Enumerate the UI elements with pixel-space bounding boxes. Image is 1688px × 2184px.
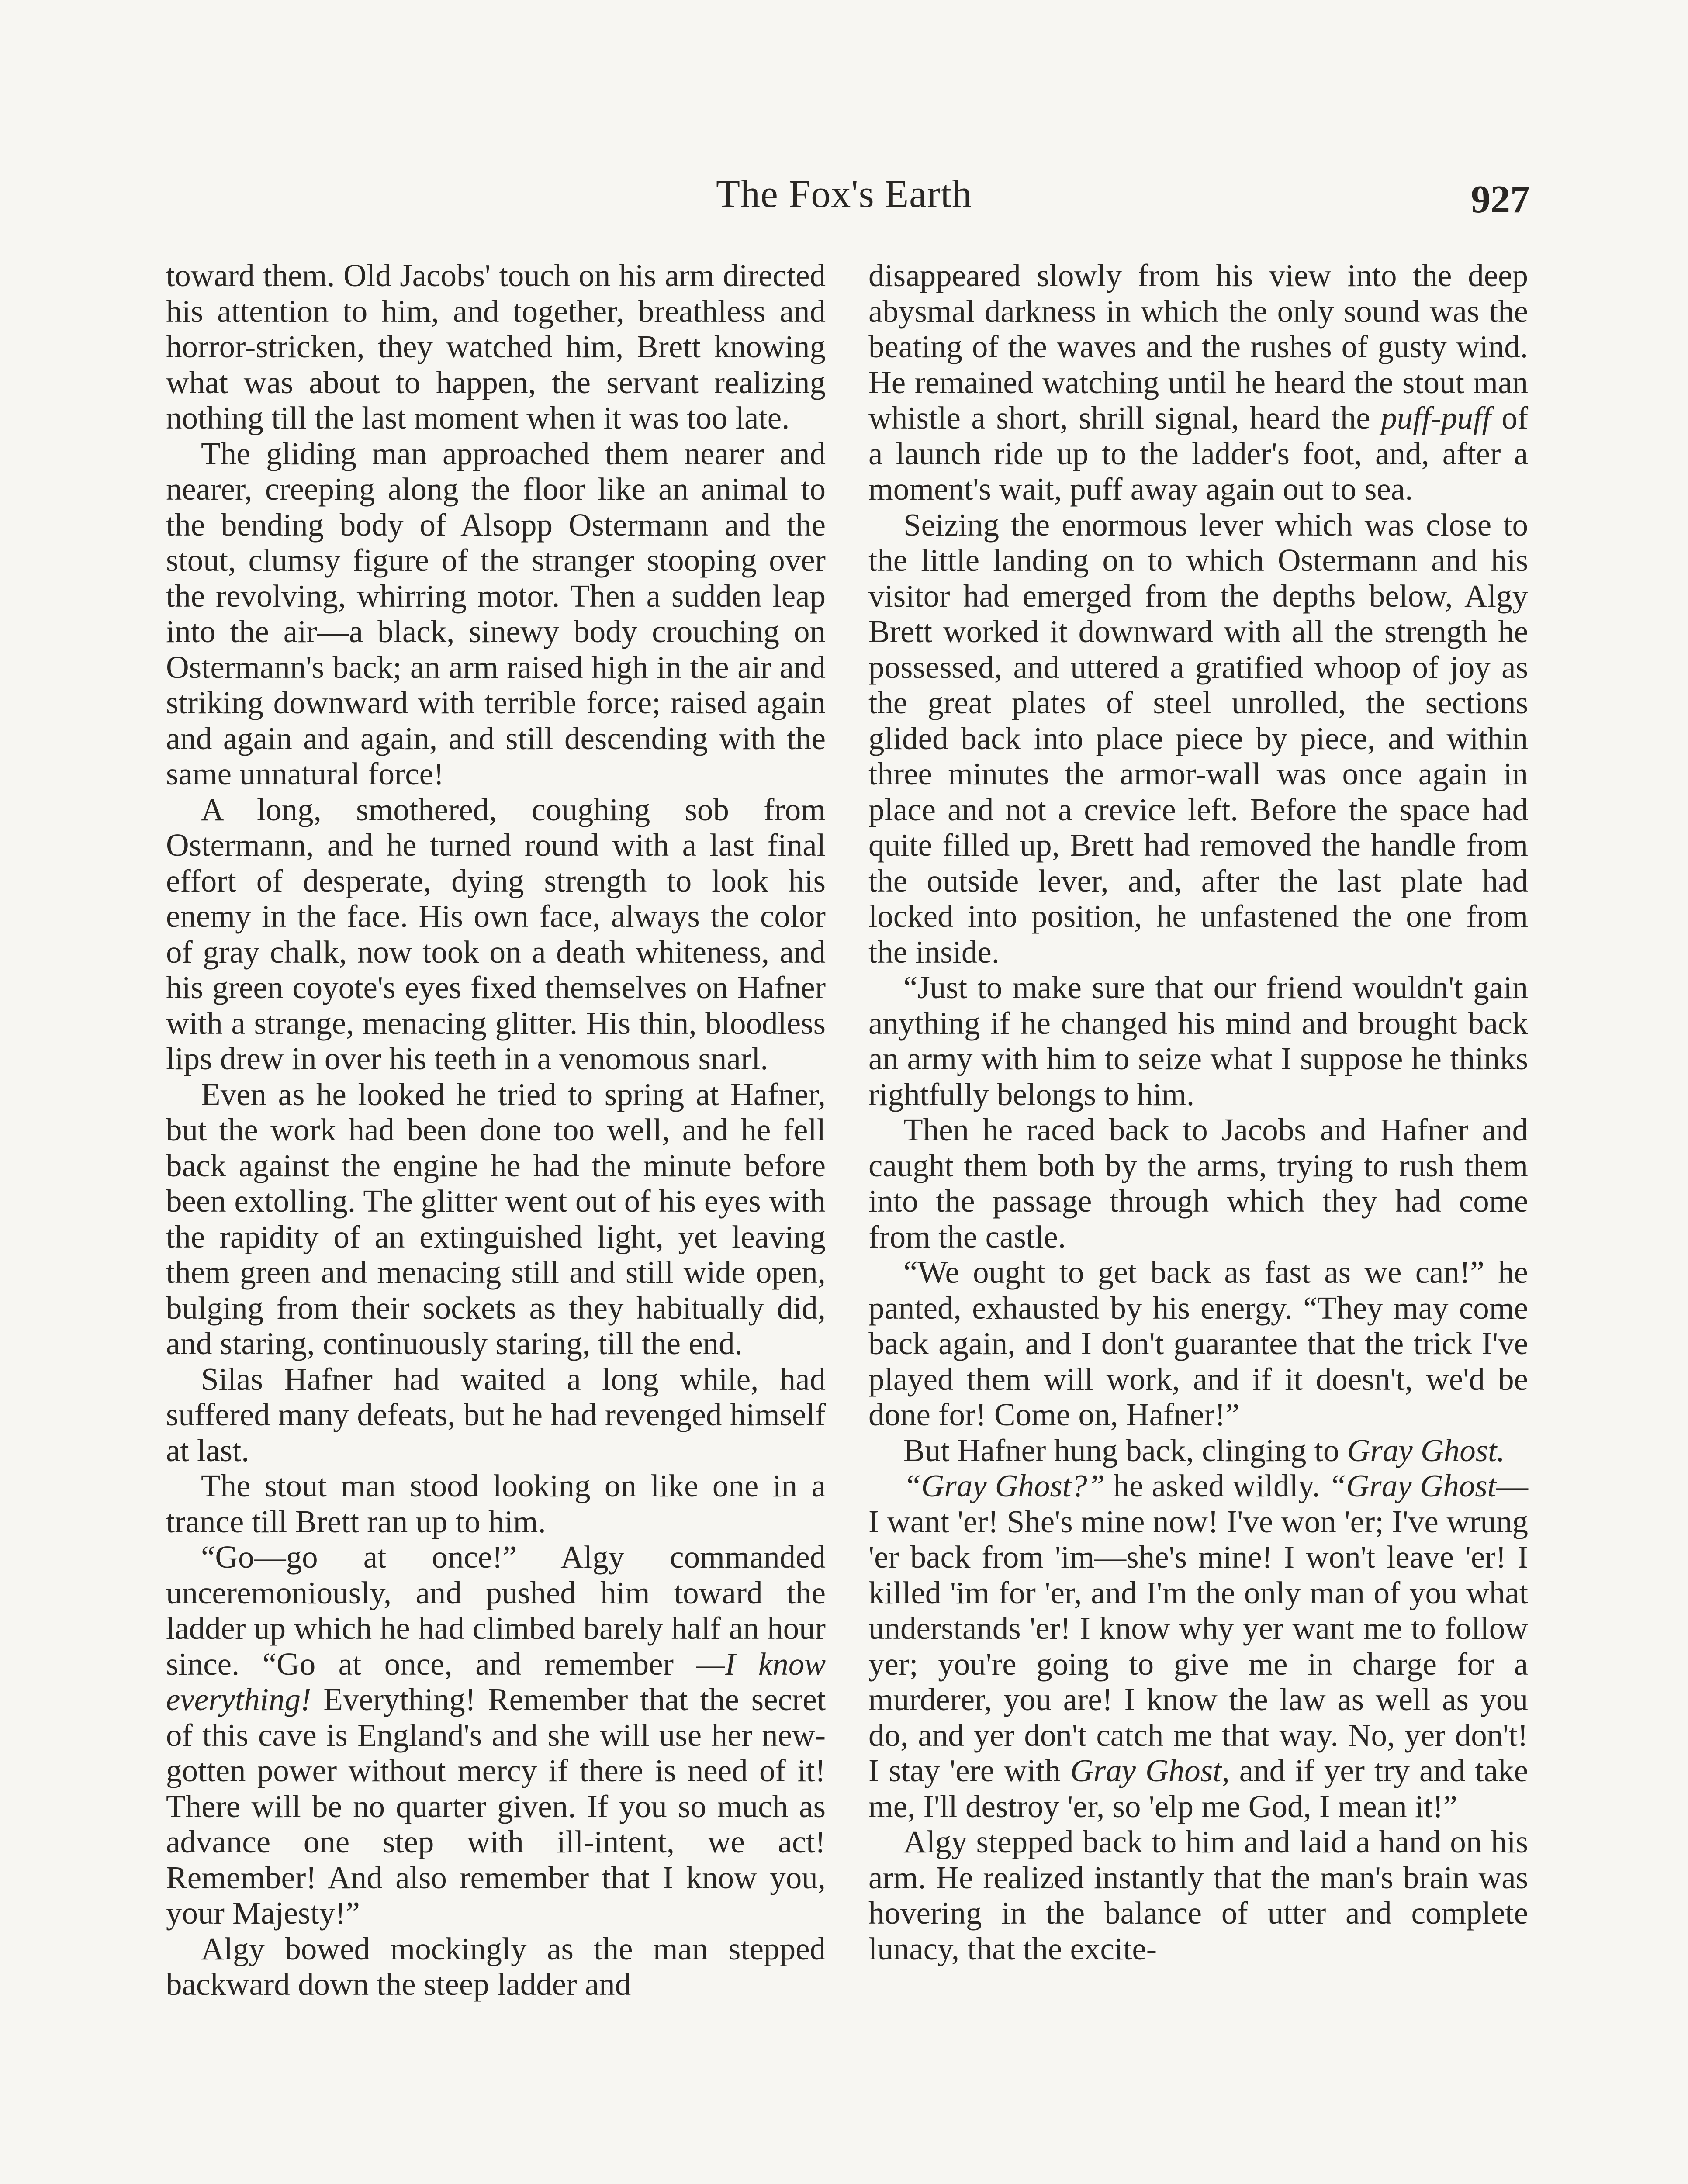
right-column [868,258,1528,1966]
text-run: “Go—go at once!” Algy commanded unceremoniously, and pushed him toward the ladder up which he had climbed barely half an hour since. “Go at once, and remember [166,1539,826,1682]
paragraph: Then he raced back to Jacobs and Hafner and caught them both by the arms, trying to rush them into the passage through which they had come from the castle. [868,1112,1528,1254]
paragraph: Seizing the enormous lever which was close to the little landing on to which Ostermann and his visitor had emerged from the depths below, Algy Brett worked it downward with all the strength he possessed, and uttered a gratified whoop of joy as the great plates of steel unrolled, the sections glided back into place piece by piece, and within three minutes the armor-wall was once again in place and not a crevice left. Before the space had quite filled up, Brett had removed the handle from the outside lever, and, after the last plate had locked into position, he unfastened the one from the inside. [868,507,1528,970]
italic-run: Gray Ghost [1070,1753,1222,1788]
paragraph [868,1433,1528,1469]
italic-run: —I know everything! [166,1646,826,1717]
italic-run: puff-puff [1381,400,1491,435]
paragraph: Algy bowed mockingly as the man stepped backward down the steep ladder and [166,1931,826,2002]
paragraph [868,1468,1528,1824]
paragraph: A long, smothered, coughing sob from Ostermann, and he turned round with a last final effort of desperate, dying strength to look his enemy in the face. His own face, always the color of gray chalk, now took on a death whiteness, and his green coyote's eyes fixed themselves on Hafner with a strange, menacing glitter. His thin, bloodless lips drew in over his teeth in a venomous snarl. [166,791,826,1076]
paragraph: Algy stepped back to him and laid a hand on his arm. He realized instantly that the man's brain was hovering in the balance of utter and complete lunacy, that the excite- [868,1824,1528,1966]
text-run: , and if yer try and take me, I'll destroy 'er, so 'elp me God, I mean it!” [868,1753,1529,1824]
text-run: disappeared slowly from his view into the deep abysmal darkness in which the only sound was the beating of the waves and the rushes of gusty wind. He remained watching until he heard the stout man whistle a short, shrill signal, heard the [868,258,1528,435]
text-run: —I want 'er! She's mine now! I've won 'er; I've wrung 'er back from 'im—she's mine! I won't leave 'er! I killed 'im for 'er, and I'm the only man of you what understands 'er! I know why yer want me to follow yer; you're going to give me in charge for a murderer, you are! I know the law as well as you do, and yer don't catch me that way. No, yer don't! I stay 'ere with [868,1468,1529,1788]
paragraph: Silas Hafner had waited a long while, had suffered many defeats, but he had revenged himself at last. [166,1361,826,1468]
italic-run: “Gray Ghost [1328,1468,1497,1503]
paragraph: “We ought to get back as fast as we can!” he panted, exhausted by his energy. “They may come back again, and I don't guarantee that the trick I've played them will work, and if it doesn't, we'd be done for! Come on, Hafner!” [868,1254,1528,1432]
paragraph: The gliding man approached them nearer and nearer, creeping along the floor like an animal to the bending body of Alsopp Ostermann and the stout, clumsy figure of the stranger stooping over the revolving, whirring motor. Then a sudden leap into the air—a black, sinewy body crouching on Ostermann's back; an arm raised high in the air and striking downward with terrible force; raised again and again and again, and still descending with the same unnatural force! [166,435,826,791]
running-title: The Fox's Earth [716,173,972,216]
running-head [0,168,1688,221]
text-run: But Hafner hung back, clinging to [903,1432,1339,1468]
page-number: 927 [1471,178,1530,221]
paragraph: toward them. Old Jacobs' touch on his arm directed his attention to him, and together, breathless and horror-stricken, they watched him, Brett knowing what was about to happen, the servant realizing nothing till the last moment when it was too late. [166,258,826,435]
paragraph: “Just to make sure that our friend wouldn't gain anything if he changed his mind and brought back an army with him to seize what I suppose he thinks rightfully belongs to him. [868,970,1528,1112]
paragraph [868,258,1528,507]
paragraph: The stout man stood looking on like one in a trance till Brett ran up to him. [166,1468,826,1539]
text-run: of a launch ride up to the ladder's foot, and, after a moment's wait, puff away again out to sea. [868,400,1528,507]
text-run: Everything! Remember that the secret of this cave is England's and she will use her new-gotten power without mercy if there is need of it! There will be no quarter given. If you so much as advance one step with ill-intent, we act! Remember! And also remember that I know you, your Majesty!” [166,1682,826,1931]
text-run: he asked wildly. [1113,1468,1320,1503]
italic-run: “Gray Ghost?” [903,1468,1105,1503]
italic-run: Gray Ghost. [1347,1432,1505,1468]
left-column [166,258,826,2002]
paragraph [166,1539,826,1931]
paragraph: Even as he looked he tried to spring at Hafner, but the work had been done too well, and he fell back against the engine he had the minute before been extolling. The glitter went out of his eyes with the rapidity of an extinguished light, yet leaving them green and menacing still and still wide open, bulging from their sockets as they habitually did, and staring, continuously staring, till the end. [166,1076,826,1361]
